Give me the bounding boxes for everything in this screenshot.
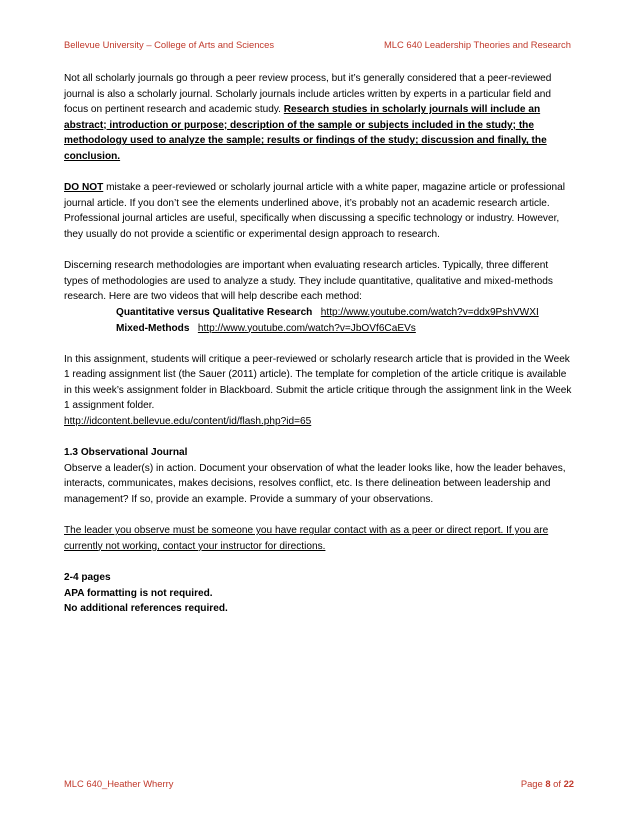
video-label: Quantitative versus Qualitative Research: [116, 306, 313, 318]
req-pages: 2-4 pages: [64, 572, 111, 583]
paragraph-assignment: [64, 352, 574, 430]
paragraph-methodologies: [64, 258, 574, 336]
paragraph-text: Not all scholarly journals go through a peer review process, but it’s generally considered that a peer-reviewed journal is also a scholarly journal. Scholarly journals include articles written by experts in a particular field and focus on pertinent research and academic study.: [64, 73, 552, 116]
paragraph-text: mistake a peer-reviewed or scholarly journal article with a white paper, magazine article or professional journal article. If you don’t see the elements underlined above, it’s probably not an academic research article. Professional journal articles are useful, specifically when discussing a specific technology or industry. However, they usually do not provide a scientific or experimental design approach to research.: [64, 182, 565, 240]
paragraph-do-not: [64, 180, 574, 242]
footer-author: MLC 640_Heather Wherry: [64, 778, 174, 789]
assignment-link[interactable]: http://idcontent.bellevue.edu/content/id/flash.php?id=65: [64, 416, 312, 428]
requirements-block: [64, 570, 574, 617]
page-number: [521, 778, 574, 789]
document-body: [64, 71, 574, 632]
req-apa: APA formatting is not required.: [64, 587, 213, 599]
paragraph-text: In this assignment, students will critique a peer-reviewed or scholarly research article that is provided in the Week 1 reading assignment list (the Sauer (2011) article). The template for completion of the article critique is available in this week’s assignment folder in Blackboard. Submit the article critique through the assignment link in the Week 1 assignment folder.: [64, 353, 572, 412]
paragraph-text: Discerning research methodologies are important when evaluating research articles. Typically, three different types of methodologies are used to analyze a study. They include quantitative, qualitative and mixed-methods research. Here are two videos that will help describe each method:: [64, 260, 553, 303]
section-heading: 1.3 Observational Journal: [64, 447, 188, 459]
paragraph-note: [64, 523, 574, 554]
do-not-emphasis: DO NOT: [64, 182, 104, 194]
page-total: 22: [563, 778, 574, 789]
page-current: 8: [545, 778, 551, 789]
section-observational-journal: [64, 445, 574, 507]
video-link-1[interactable]: http://www.youtube.com/watch?v=ddx9PshVWXI: [320, 306, 539, 318]
emphasized-requirements: Research studies in scholarly journals will include an abstract; introduction or purpose; description of the sample or subjects included in the study; the methodology used to analyze the sample; results or findings of the study; discussion and finally, the conclusion.: [64, 104, 547, 162]
section-text: Observe a leader(s) in action. Document your observation of what the leader looks like, how the leader behaves, interacts, communicates, makes decisions, resolves conflict, etc. Is there delineation between leadership and management? If so, provide an example. Provide a summary of your observations.: [64, 462, 566, 506]
req-refs: No additional references required.: [64, 603, 228, 615]
of-word: of: [550, 778, 564, 789]
video-label: Mixed-Methods: [116, 322, 190, 334]
header-institution: Bellevue University – College of Arts and Sciences: [64, 39, 275, 50]
video-entry-1: [64, 307, 539, 318]
note-text: The leader you observe must be someone you have regular contact with as a peer or direct report. If you are currently not working, contact your instructor for directions.: [64, 525, 549, 552]
video-link-2[interactable]: http://www.youtube.com/watch?v=JbOVf6CaEVs: [197, 322, 416, 334]
paragraph-scholarly-journals: [64, 71, 574, 165]
video-entry-2: [64, 323, 416, 334]
page-word: Page: [520, 778, 546, 789]
header-course: MLC 640 Leadership Theories and Research: [384, 39, 571, 50]
